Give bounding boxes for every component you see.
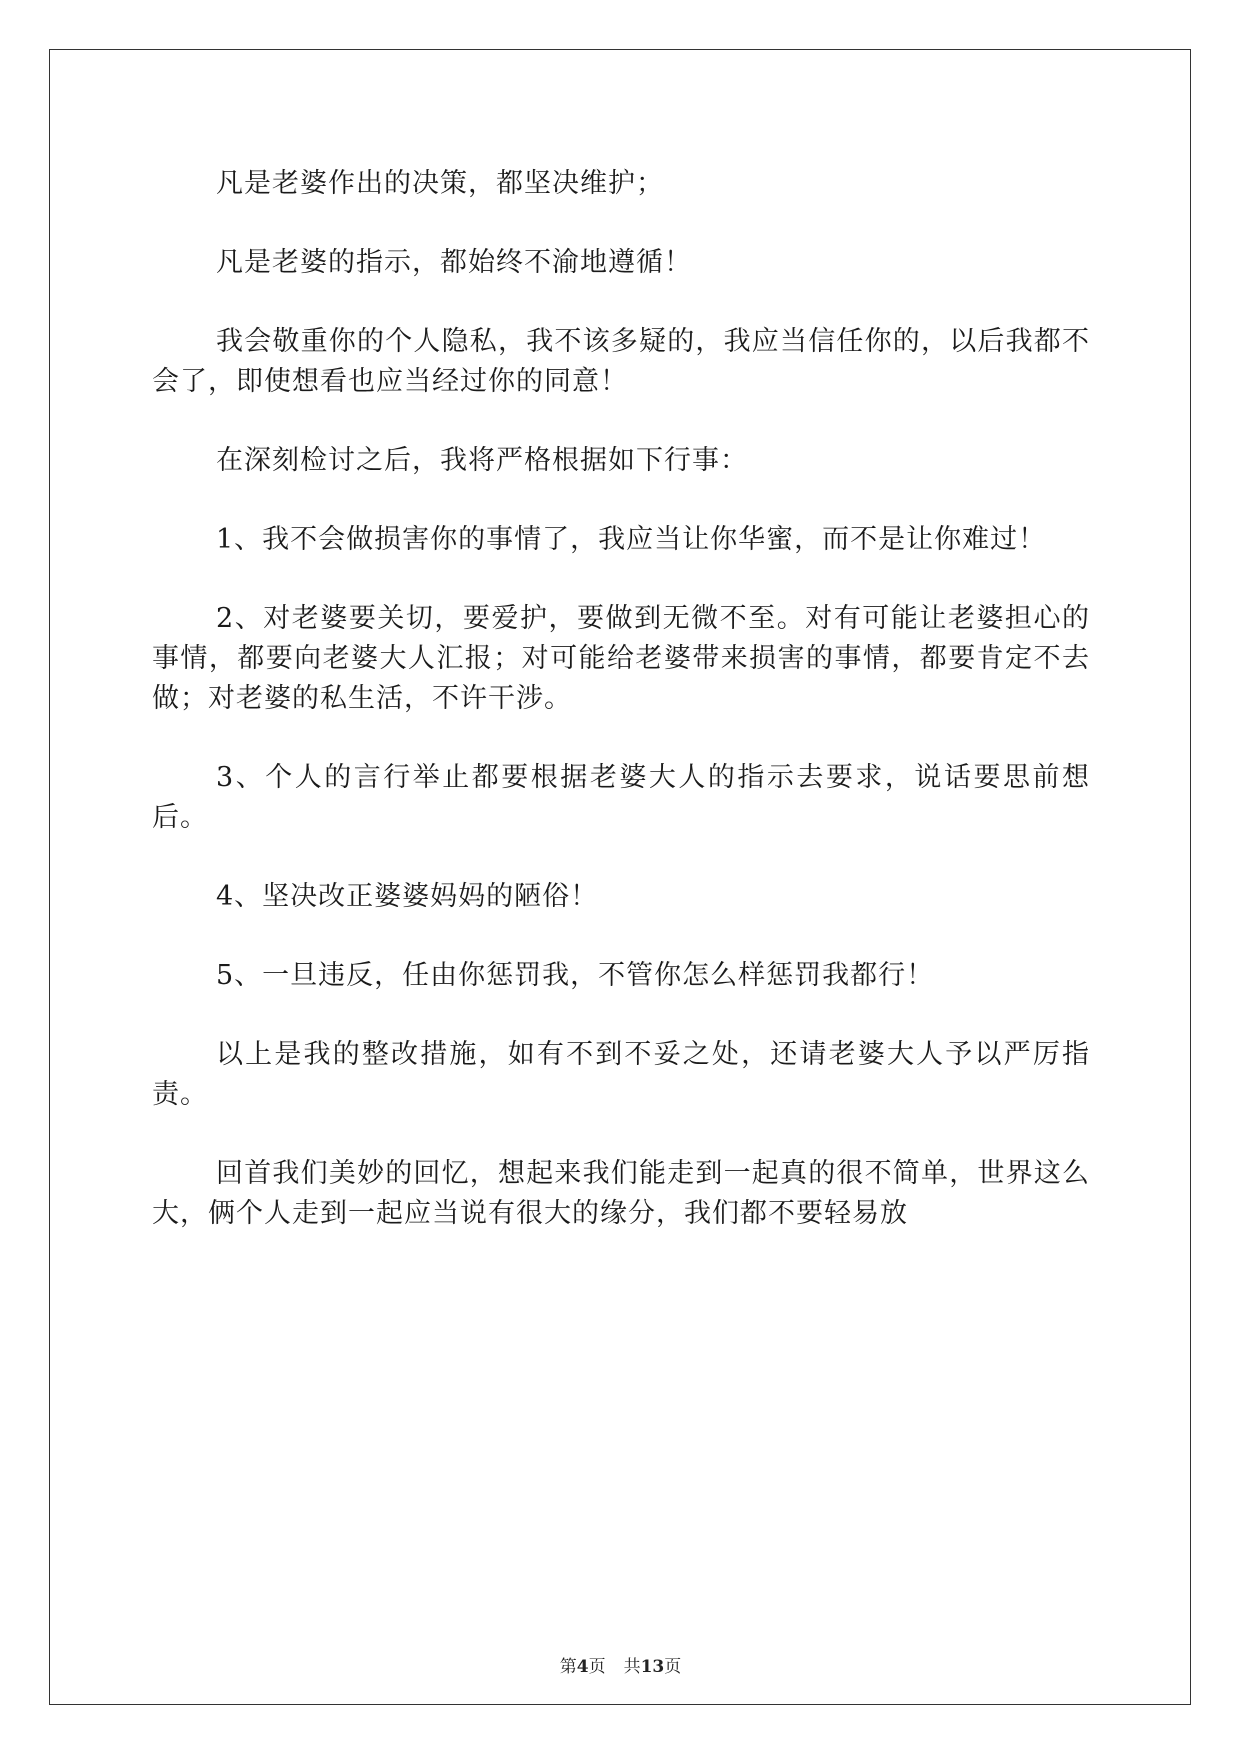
paragraph: 凡是老婆作出的决策，都坚决维护； [216,168,664,199]
paragraph: 回首我们美妙的回忆，想起来我们能走到一起真的很不简单，世界这么大，俩个人走到一起应当说有很大的缘分，我们都不要轻易放 [152,1158,1090,1229]
page-number: 4 [576,1657,589,1677]
paragraph: 凡是老婆的指示，都始终不渝地遵循！ [216,247,692,278]
page-suffix: 页 [588,1657,606,1677]
paragraph: 4、坚决改正婆婆妈妈的陋俗！ [216,881,599,912]
paragraph: 我会敬重你的个人隐私，我不该多疑的，我应当信任你的，以后我都不会了，即使想看也应当经过你的同意！ [152,326,1090,397]
page-footer [0,1652,1241,1677]
paragraph: 2、对老婆要关切，要爱护，要做到无微不至。对有可能让老婆担心的事情，都要向老婆大人汇报；对可能给老婆带来损害的事情，都要肯定不去做；对老婆的私生活，不许干涉。 [152,603,1090,714]
total-prefix: 共 [623,1657,641,1677]
paragraph: 1、我不会做损害你的事情了，我应当让你华蜜，而不是让你难过！ [216,524,1047,555]
paragraph: 5、一旦违反，任由你惩罚我，不管你怎么样惩罚我都行！ [216,960,935,991]
paragraph: 以上是我的整改措施，如有不到不妥之处，还请老婆大人予以严厉指责。 [152,1039,1090,1110]
total-pages: 13 [640,1657,665,1677]
total-suffix: 页 [664,1657,682,1677]
paragraph: 在深刻检讨之后，我将严格根据如下行事： [216,445,748,476]
document-body [152,164,1090,1273]
paragraph: 3、个人的言行举止都要根据老婆大人的指示去要求，说话要思前想后。 [152,762,1090,833]
page-prefix: 第 [559,1657,577,1677]
